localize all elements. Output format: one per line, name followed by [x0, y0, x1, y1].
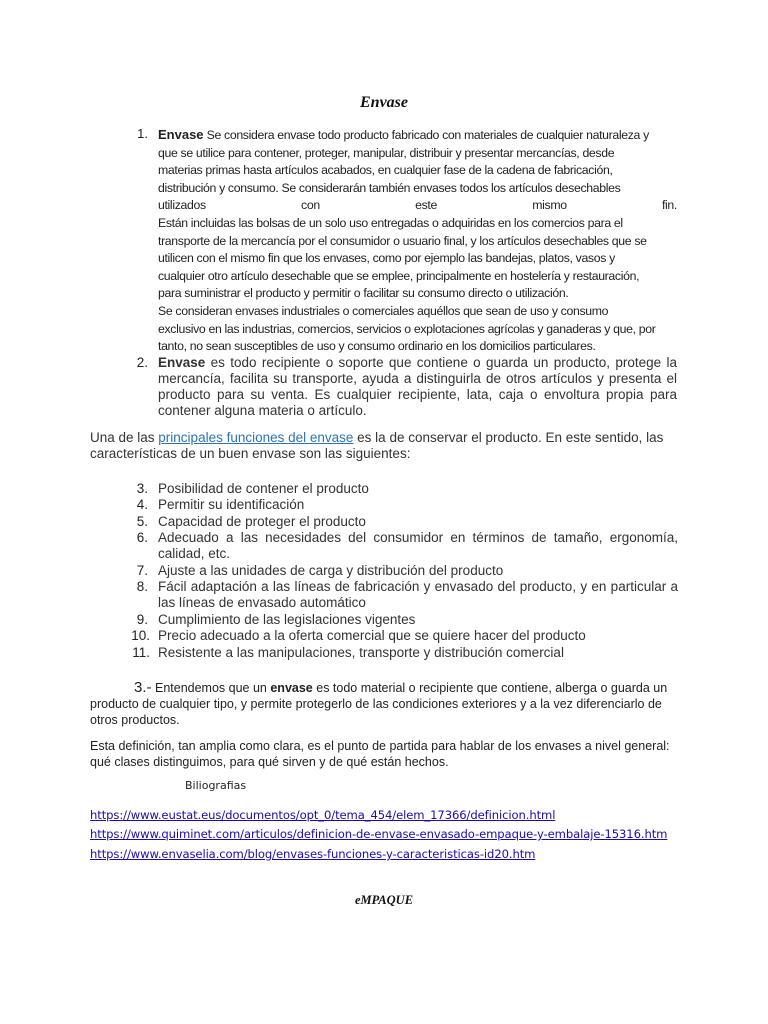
definition-1-line: que se utilice para contener, proteger, manipular, distribuir y presentar mercancías, desde [158, 145, 615, 160]
list-number-1: 1. [137, 126, 148, 141]
definition-1-line: Se considera envase todo producto fabricado con materiales de cualquier naturaleza y [206, 128, 649, 142]
definition-1-line: Se consideran envases industriales o comerciales aquéllos que sean de uso y consumo [158, 303, 609, 318]
reference-link[interactable]: https://www.quiminet.com/articulos/definicion-de-envase-envasado-empaque-y-embalaje-15316.htm [90, 827, 668, 841]
definition-2-text: es todo recipiente o soporte que contiene o guarda un producto, protege la mercancía, facilita su transporte, ayuda a distinguirla de otros artículos y presenta el producto para su venta. Es cualquier recipiente, lata, caja o envoltura propia para contener alguna materia o artículo. [158, 355, 677, 418]
paragraph-3-lead: 3.- [134, 679, 152, 696]
list-number-2: 2. [136, 355, 148, 370]
feature-item: Ajuste a las unidades de carga y distribución del producto [158, 563, 504, 578]
feature-item: Resistente a las manipulaciones, transporte y distribución comercial [158, 645, 564, 660]
intro-paragraph [90, 430, 678, 462]
intro-text-after: es la de conservar el producto. En este sentido, las características de un buen envase son las siguientes: [90, 430, 664, 461]
intro-text-before: Una de las [90, 430, 159, 445]
section-title-empaque: eMPAQUE [354, 893, 414, 907]
feature-item: Posibilidad de contener el producto [158, 481, 369, 496]
definition-1-line: materias primas hasta artículos acabados, en cualquier fase de la cadena de fabricación, [158, 163, 613, 178]
definition-1 [158, 126, 677, 356]
functions-link[interactable]: principales funciones del envase [158, 430, 354, 445]
feature-number: 10. [131, 628, 150, 643]
definition-1-line: utilicen con el mismo fin que los envases, como por ejemplo las bandejas, platos, vasos y [158, 251, 615, 266]
definition-1-line: utilizados con este mismo fin. [158, 198, 677, 213]
definition-1-line: para suministrar el producto y permitir o facilitar su consumo directo o utilización. [158, 286, 569, 301]
reference-link[interactable]: https://www.envaselia.com/blog/envases-funciones-y-caracteristicas-id20.htm [90, 847, 536, 861]
definition-1-line: Están incluidas las bolsas de un solo uso entregadas o adquiridas en los comercios para el [158, 215, 623, 230]
feature-number: 7. [136, 563, 148, 578]
feature-number: 5. [136, 514, 148, 529]
paragraph-4: Esta definición, tan amplia como clara, es el punto de partida para hablar de los envases a nivel general: qué clases distinguimos, para qué sirven y de qué están hechos. [90, 739, 670, 769]
definition-1-line: transporte de la mercancía por el consumidor o usuario final, y los artículos desechables que se [158, 233, 647, 248]
term-envase-2: Envase [158, 355, 206, 370]
feature-item: Adecuado a las necesidades del consumidor en términos de tamaño, ergonomía, calidad, etc. [158, 530, 678, 561]
term-envase-1: Envase [158, 127, 204, 142]
document-title: Envase [360, 94, 408, 111]
feature-item: Precio adecuado a la oferta comercial que se quiere hacer del producto [158, 628, 586, 643]
feature-item: Fácil adaptación a las líneas de fabricación y envasado del producto, y en particular a las líneas de envasado automático [158, 579, 678, 610]
definition-1-line: exclusivo en las industrias, comercios, servicios o explotaciones agrícolas y ganaderas y que, por [158, 321, 656, 336]
feature-item: Permitir su identificación [158, 497, 305, 512]
feature-item: Cumplimiento de las legislaciones vigentes [158, 612, 416, 627]
feature-number: 8. [136, 579, 148, 594]
paragraph-3-before: Entendemos que un [151, 681, 271, 695]
definition-1-line: cualquier otro artículo desechable que se emplee, principalmente en hostelería y restauración, [158, 268, 640, 283]
feature-number: 6. [136, 530, 148, 545]
definition-1-line: tanto, no sean susceptibles de uso y consumo ordinario en los domicilios particulares. [158, 339, 596, 354]
feature-number: 4. [136, 497, 148, 512]
reference-link[interactable]: https://www.eustat.eus/documentos/opt_0/tema_454/elem_17366/definicion.html [90, 808, 556, 822]
definition-2 [158, 355, 677, 419]
paragraph-3-after: es todo material o recipiente que contiene, alberga o guarda un producto de cualquier tipo, y permite protegerlo de las condiciones exteriores y a la vez diferenciarlo de otros productos. [90, 681, 668, 727]
bibliography-label: Biliografias [185, 779, 247, 792]
feature-number: 3. [136, 481, 148, 496]
paragraph-3 [90, 680, 680, 728]
feature-number: 9. [136, 612, 148, 627]
feature-item: Capacidad de proteger el producto [158, 514, 366, 529]
definition-1-line: distribución y consumo. Se considerarán también envases todos los artículos desechables [158, 180, 621, 195]
feature-number: 11. [132, 645, 150, 660]
term-envase-3: envase [270, 681, 313, 695]
